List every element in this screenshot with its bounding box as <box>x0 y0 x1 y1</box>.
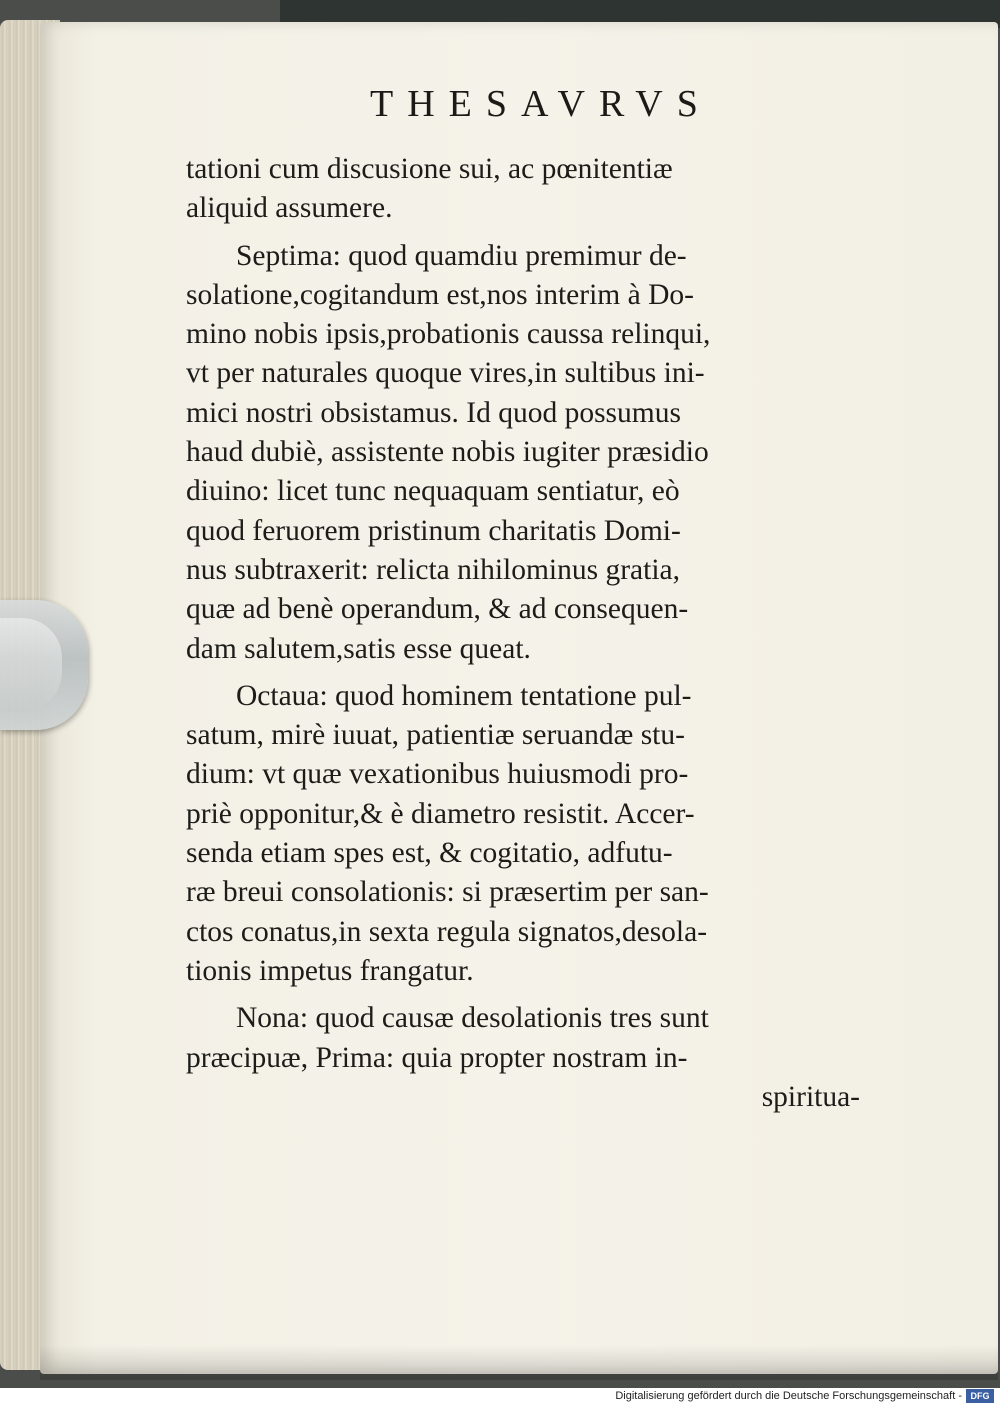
running-head: THESAVRVS <box>370 83 712 125</box>
catchword: spiritua- <box>761 1080 860 1113</box>
text-line: senda etiam spes est, & cogitatio, adfutu- <box>186 837 673 870</box>
text-line: aliquid assumere. <box>186 192 393 225</box>
page-shadow <box>40 1345 998 1380</box>
text-line: satum, mirè iuuat, patientiæ seruandæ stu- <box>186 719 685 752</box>
text-line: tationi cum discusione sui, ac pœnitentiæ <box>186 153 673 185</box>
text-line: ctos conatus,in sexta regula signatos,desola- <box>186 915 708 948</box>
text-line: solatione,cogitandum est,nos interim à Do- <box>186 278 694 311</box>
text-line: Octaua: quod hominem tentatione pul- <box>236 679 692 712</box>
footer-credit: Digitalisierung gefördert durch die Deutsche Forschungsgemeinschaft - <box>615 1390 962 1402</box>
footer-bar <box>0 1388 1000 1406</box>
text-line: ræ breui consolationis: si præsertim per san- <box>186 876 709 909</box>
text-line: diuino: licet tunc nequaquam sentiatur, eò <box>186 475 680 508</box>
page-text <box>186 150 906 1117</box>
page-clip <box>0 600 88 730</box>
text-line: mici nostri obsistamus. Id quod possumus <box>186 396 681 429</box>
text-line: nus subtraxerit: relicta nihilominus gratia, <box>186 553 681 586</box>
text-line: quod feruorem pristinum charitatis Domi- <box>186 514 681 547</box>
text-line: præcipuæ, Prima: quia propter nostram in- <box>186 1041 688 1074</box>
dfg-logo: DFG <box>966 1389 994 1403</box>
text-line: Nona: quod causæ desolationis tres sunt <box>236 1002 709 1035</box>
text-line: mino nobis ipsis,probationis caussa relinqui, <box>186 318 711 351</box>
text-line: dium: vt quæ vexationibus huiusmodi pro- <box>186 758 689 791</box>
text-line: priè opponitur,& è diametro resistit. Accer- <box>186 797 695 830</box>
text-line: Septima: quod quamdiu premimur de- <box>236 239 687 272</box>
text-line: dam salutem,satis esse queat. <box>186 632 531 665</box>
text-line: vt per naturales quoque vires,in sultibus ini- <box>186 357 705 390</box>
text-line: haud dubiè, assistente nobis iugiter præsidio <box>186 436 709 469</box>
text-line: tionis impetus frangatur. <box>186 954 474 987</box>
text-line: quæ ad benè operandum, & ad consequen- <box>186 593 689 626</box>
